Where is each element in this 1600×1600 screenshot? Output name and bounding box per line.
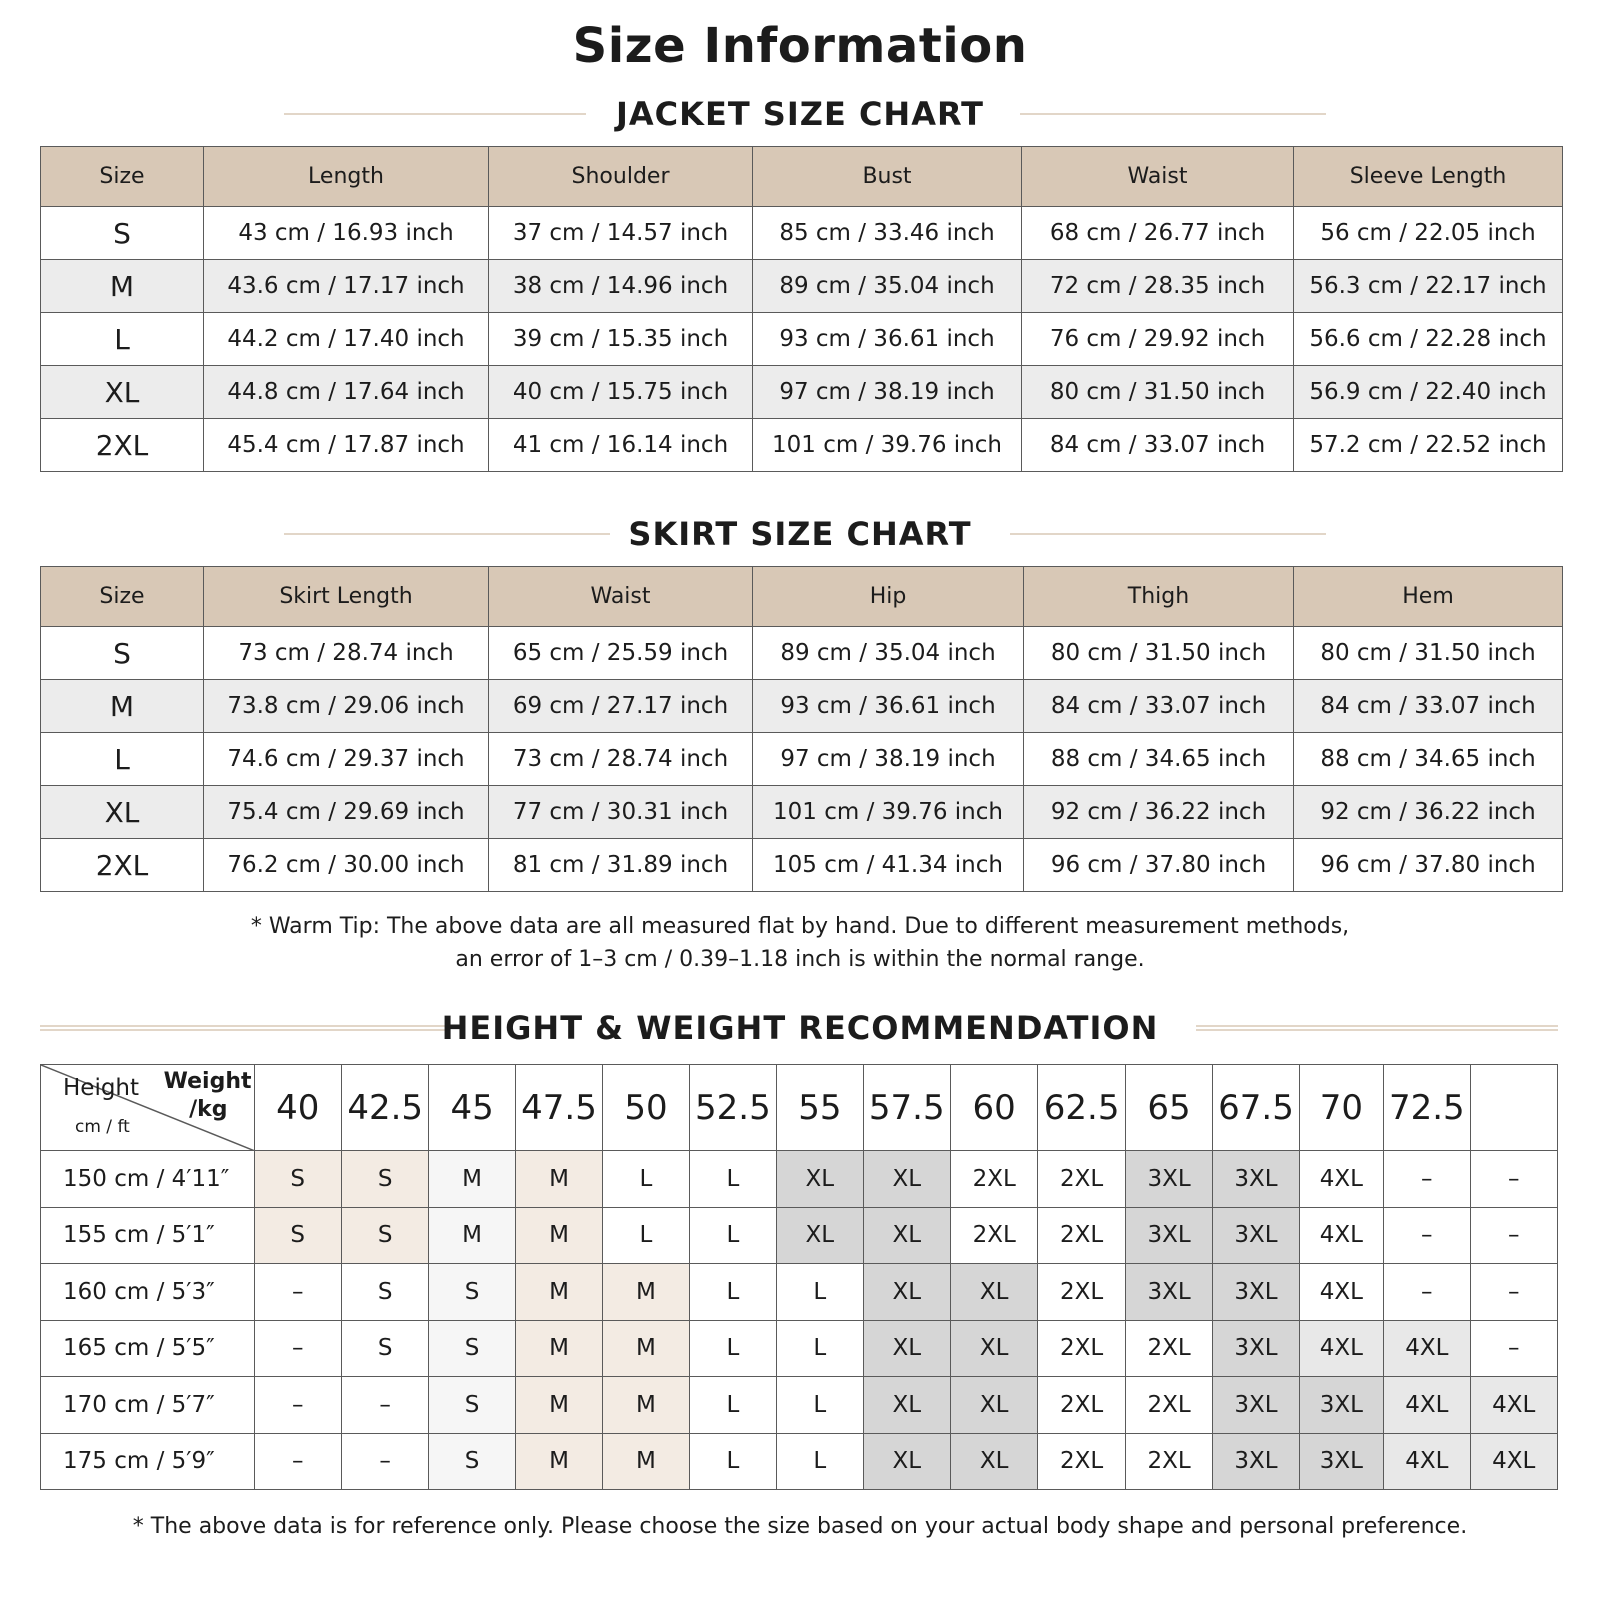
- skirt-heading: SKIRT SIZE CHART: [628, 515, 972, 553]
- size-cell: L: [777, 1264, 863, 1321]
- size-cell: M: [429, 1207, 515, 1264]
- size-cell: 3XL: [1213, 1377, 1299, 1434]
- table-row: [41, 1320, 1558, 1377]
- weight-header: 57.5: [863, 1065, 950, 1151]
- table-row: [41, 260, 1563, 313]
- size-cell: S: [429, 1377, 515, 1434]
- size-cell: M: [515, 1320, 602, 1377]
- size-cell: 4XL: [1299, 1151, 1383, 1208]
- size-cell: 2XL: [1038, 1151, 1125, 1208]
- height-cell: 155 cm / 5′1″: [41, 1207, 255, 1264]
- height-label: Height: [63, 1075, 140, 1101]
- size-cell: XL: [777, 1151, 863, 1208]
- table-row: [41, 313, 1563, 366]
- measurement-cell: 96 cm / 37.80 inch: [1294, 839, 1563, 892]
- table-row: [41, 1433, 1558, 1490]
- measurement-cell: 39 cm / 15.35 inch: [489, 313, 753, 366]
- measurement-cell: 38 cm / 14.96 inch: [489, 260, 753, 313]
- weight-header: 52.5: [689, 1065, 776, 1151]
- size-cell: 3XL: [1213, 1264, 1299, 1321]
- size-cell: M: [603, 1264, 689, 1321]
- size-cell: S: [429, 1433, 515, 1490]
- measurement-cell: 76.2 cm / 30.00 inch: [204, 839, 489, 892]
- measurement-cell: 37 cm / 14.57 inch: [489, 207, 753, 260]
- measurement-cell: 45.4 cm / 17.87 inch: [204, 419, 489, 472]
- weight-header: 45: [429, 1065, 515, 1151]
- measurement-cell: 74.6 cm / 29.37 inch: [204, 733, 489, 786]
- size-cell: –: [254, 1433, 341, 1490]
- measurement-cell: 84 cm / 33.07 inch: [1294, 680, 1563, 733]
- measurement-cell: 43.6 cm / 17.17 inch: [204, 260, 489, 313]
- table-row: [41, 680, 1563, 733]
- measurement-cell: 44.8 cm / 17.64 inch: [204, 366, 489, 419]
- size-cell: M: [515, 1264, 602, 1321]
- size-cell: S: [254, 1151, 341, 1208]
- size-cell: XL: [950, 1433, 1037, 1490]
- height-cell: 160 cm / 5′3″: [41, 1264, 255, 1321]
- size-cell: 2XL: [1038, 1264, 1125, 1321]
- measurement-cell: 73.8 cm / 29.06 inch: [204, 680, 489, 733]
- measurement-cell: 84 cm / 33.07 inch: [1022, 419, 1294, 472]
- skirt-size-table: [40, 566, 1563, 892]
- column-header: Waist: [489, 567, 753, 627]
- size-cell: L: [41, 313, 204, 366]
- size-cell: XL: [950, 1377, 1037, 1434]
- measurement-cell: 77 cm / 30.31 inch: [489, 786, 753, 839]
- size-cell: L: [41, 733, 204, 786]
- measurement-cell: 97 cm / 38.19 inch: [753, 733, 1024, 786]
- measurement-cell: 69 cm / 27.17 inch: [489, 680, 753, 733]
- weight-header: 50: [603, 1065, 689, 1151]
- size-cell: 3XL: [1125, 1151, 1212, 1208]
- height-weight-table: [40, 1064, 1558, 1490]
- measurement-cell: 44.2 cm / 17.40 inch: [204, 313, 489, 366]
- measurement-cell: 105 cm / 41.34 inch: [753, 839, 1024, 892]
- measurement-cell: 81 cm / 31.89 inch: [489, 839, 753, 892]
- size-cell: 3XL: [1213, 1320, 1299, 1377]
- size-cell: L: [689, 1433, 776, 1490]
- size-cell: –: [341, 1433, 428, 1490]
- size-cell: XL: [863, 1433, 950, 1490]
- measurement-cell: 92 cm / 36.22 inch: [1294, 786, 1563, 839]
- column-header: Thigh: [1024, 567, 1294, 627]
- weight-header: 47.5: [515, 1065, 602, 1151]
- height-unit: cm / ft: [75, 1117, 130, 1137]
- warm-tip: [0, 910, 1600, 976]
- measurement-cell: 43 cm / 16.93 inch: [204, 207, 489, 260]
- size-cell: 4XL: [1384, 1377, 1470, 1434]
- height-cell: 175 cm / 5′9″: [41, 1433, 255, 1490]
- size-cell: XL: [950, 1320, 1037, 1377]
- table-row: [41, 786, 1563, 839]
- measurement-cell: 93 cm / 36.61 inch: [753, 313, 1022, 366]
- size-cell: 2XL: [1125, 1377, 1212, 1434]
- size-cell: S: [341, 1151, 428, 1208]
- footnote: * The above data is for reference only. Please choose the size based on your actual body shape and personal preference.: [132, 1514, 1468, 1539]
- size-cell: M: [603, 1433, 689, 1490]
- size-cell: XL: [41, 366, 204, 419]
- size-cell: M: [515, 1151, 602, 1208]
- size-cell: L: [689, 1151, 776, 1208]
- size-cell: 3XL: [1213, 1151, 1299, 1208]
- size-cell: M: [41, 680, 204, 733]
- measurement-cell: 92 cm / 36.22 inch: [1024, 786, 1294, 839]
- measurement-cell: 57.2 cm / 22.52 inch: [1294, 419, 1563, 472]
- measurement-cell: 40 cm / 15.75 inch: [489, 366, 753, 419]
- height-cell: 150 cm / 4′11″: [41, 1151, 255, 1208]
- column-header: Hip: [753, 567, 1024, 627]
- size-cell: M: [515, 1207, 602, 1264]
- weight-header: 67.5: [1213, 1065, 1299, 1151]
- jacket-heading: JACKET SIZE CHART: [616, 95, 984, 133]
- measurement-cell: 56.9 cm / 22.40 inch: [1294, 366, 1563, 419]
- size-cell: XL: [863, 1377, 950, 1434]
- jacket-section-heading: [0, 94, 1600, 134]
- table-row: [41, 1151, 1558, 1208]
- measurement-cell: 101 cm / 39.76 inch: [753, 419, 1022, 472]
- size-cell: L: [603, 1207, 689, 1264]
- size-cell: XL: [863, 1207, 950, 1264]
- size-cell: XL: [863, 1151, 950, 1208]
- size-cell: 4XL: [1384, 1433, 1470, 1490]
- measurement-cell: 80 cm / 31.50 inch: [1022, 366, 1294, 419]
- measurement-cell: 56 cm / 22.05 inch: [1294, 207, 1563, 260]
- size-cell: 4XL: [1470, 1377, 1557, 1434]
- size-cell: –: [1470, 1264, 1557, 1321]
- measurement-cell: 96 cm / 37.80 inch: [1024, 839, 1294, 892]
- size-cell: 2XL: [1038, 1377, 1125, 1434]
- size-cell: 3XL: [1125, 1207, 1212, 1264]
- size-cell: 2XL: [950, 1207, 1037, 1264]
- column-header: Waist: [1022, 147, 1294, 207]
- weight-header: 42.5: [341, 1065, 428, 1151]
- height-cell: 165 cm / 5′5″: [41, 1320, 255, 1377]
- measurement-cell: 88 cm / 34.65 inch: [1024, 733, 1294, 786]
- measurement-cell: 73 cm / 28.74 inch: [489, 733, 753, 786]
- skirt-section-heading: [0, 514, 1600, 554]
- page-title: Size Information: [572, 18, 1028, 74]
- measurement-cell: 97 cm / 38.19 inch: [753, 366, 1022, 419]
- size-cell: L: [777, 1320, 863, 1377]
- measurement-cell: 75.4 cm / 29.69 inch: [204, 786, 489, 839]
- measurement-cell: 41 cm / 16.14 inch: [489, 419, 753, 472]
- measurement-cell: 85 cm / 33.46 inch: [753, 207, 1022, 260]
- size-cell: S: [429, 1320, 515, 1377]
- column-header: Size: [41, 567, 204, 627]
- table-row: [41, 207, 1563, 260]
- column-header: Shoulder: [489, 147, 753, 207]
- size-cell: L: [777, 1377, 863, 1434]
- size-cell: 4XL: [1299, 1264, 1383, 1321]
- weight-header: [1470, 1065, 1557, 1151]
- measurement-cell: 76 cm / 29.92 inch: [1022, 313, 1294, 366]
- size-cell: 2XL: [1038, 1433, 1125, 1490]
- size-cell: 2XL: [950, 1151, 1037, 1208]
- measurement-cell: 65 cm / 25.59 inch: [489, 627, 753, 680]
- height-cell: 170 cm / 5′7″: [41, 1377, 255, 1434]
- size-cell: –: [1470, 1320, 1557, 1377]
- size-cell: S: [41, 627, 204, 680]
- column-header: Hem: [1294, 567, 1563, 627]
- measurement-cell: 56.3 cm / 22.17 inch: [1294, 260, 1563, 313]
- measurement-cell: 68 cm / 26.77 inch: [1022, 207, 1294, 260]
- measurement-cell: 93 cm / 36.61 inch: [753, 680, 1024, 733]
- warm-tip-line-2: an error of 1–3 cm / 0.39–1.18 inch is within the normal range.: [455, 947, 1145, 972]
- size-cell: L: [689, 1320, 776, 1377]
- weight-header: 40: [254, 1065, 341, 1151]
- size-cell: 4XL: [1470, 1433, 1557, 1490]
- size-cell: 2XL: [1038, 1320, 1125, 1377]
- table-row: [41, 1377, 1558, 1434]
- measurement-cell: 72 cm / 28.35 inch: [1022, 260, 1294, 313]
- size-cell: –: [1470, 1151, 1557, 1208]
- recommendation-heading: HEIGHT & WEIGHT RECOMMENDATION: [441, 1009, 1159, 1047]
- measurement-cell: 73 cm / 28.74 inch: [204, 627, 489, 680]
- size-cell: –: [254, 1377, 341, 1434]
- weight-header: 65: [1125, 1065, 1212, 1151]
- size-cell: 4XL: [1299, 1320, 1383, 1377]
- size-cell: –: [1470, 1207, 1557, 1264]
- table-row: [41, 627, 1563, 680]
- size-cell: S: [41, 207, 204, 260]
- size-cell: XL: [950, 1264, 1037, 1321]
- size-cell: S: [429, 1264, 515, 1321]
- measurement-cell: 89 cm / 35.04 inch: [753, 627, 1024, 680]
- size-cell: M: [603, 1377, 689, 1434]
- warm-tip-line-1: * Warm Tip: The above data are all measured flat by hand. Due to different measurement methods,: [250, 914, 1350, 939]
- size-cell: L: [777, 1433, 863, 1490]
- column-header: Bust: [753, 147, 1022, 207]
- column-header: Size: [41, 147, 204, 207]
- size-cell: XL: [863, 1264, 950, 1321]
- size-cell: M: [603, 1320, 689, 1377]
- measurement-cell: 56.6 cm / 22.28 inch: [1294, 313, 1563, 366]
- size-cell: 4XL: [1299, 1207, 1383, 1264]
- size-cell: 3XL: [1299, 1433, 1383, 1490]
- size-cell: M: [41, 260, 204, 313]
- jacket-size-table: [40, 146, 1563, 472]
- column-header: Sleeve Length: [1294, 147, 1563, 207]
- size-cell: –: [1384, 1151, 1470, 1208]
- measurement-cell: 89 cm / 35.04 inch: [753, 260, 1022, 313]
- weight-header: 55: [777, 1065, 863, 1151]
- size-cell: XL: [41, 786, 204, 839]
- measurement-cell: 80 cm / 31.50 inch: [1294, 627, 1563, 680]
- size-cell: –: [254, 1320, 341, 1377]
- size-cell: 3XL: [1213, 1207, 1299, 1264]
- recommendation-section-heading: [0, 1008, 1600, 1048]
- size-cell: 2XL: [1038, 1207, 1125, 1264]
- table-row: [41, 839, 1563, 892]
- size-cell: 3XL: [1299, 1377, 1383, 1434]
- measurement-cell: 80 cm / 31.50 inch: [1024, 627, 1294, 680]
- size-cell: S: [341, 1207, 428, 1264]
- table-row: [41, 1264, 1558, 1321]
- size-cell: S: [341, 1264, 428, 1321]
- size-cell: L: [603, 1151, 689, 1208]
- weight-label: Weight: [163, 1069, 252, 1094]
- size-cell: XL: [777, 1207, 863, 1264]
- size-cell: M: [515, 1433, 602, 1490]
- weight-header: 60: [950, 1065, 1037, 1151]
- measurement-cell: 101 cm / 39.76 inch: [753, 786, 1024, 839]
- table-row: [41, 366, 1563, 419]
- weight-unit: /kg: [189, 1097, 228, 1122]
- size-cell: 2XL: [41, 839, 204, 892]
- measurement-cell: 84 cm / 33.07 inch: [1024, 680, 1294, 733]
- size-cell: 2XL: [41, 419, 204, 472]
- table-row: [41, 419, 1563, 472]
- size-cell: L: [689, 1207, 776, 1264]
- size-cell: 3XL: [1125, 1264, 1212, 1321]
- size-cell: 2XL: [1125, 1433, 1212, 1490]
- column-header: Skirt Length: [204, 567, 489, 627]
- weight-header: 72.5: [1384, 1065, 1470, 1151]
- table-row: [41, 733, 1563, 786]
- size-cell: M: [515, 1377, 602, 1434]
- size-cell: M: [429, 1151, 515, 1208]
- size-cell: –: [1384, 1207, 1470, 1264]
- size-cell: 2XL: [1125, 1320, 1212, 1377]
- size-cell: –: [1384, 1264, 1470, 1321]
- weight-header: 62.5: [1038, 1065, 1125, 1151]
- size-cell: –: [341, 1377, 428, 1434]
- size-cell: S: [254, 1207, 341, 1264]
- table-corner-header: [41, 1065, 255, 1151]
- size-cell: 3XL: [1213, 1433, 1299, 1490]
- weight-header: 70: [1299, 1065, 1383, 1151]
- measurement-cell: 88 cm / 34.65 inch: [1294, 733, 1563, 786]
- size-cell: S: [341, 1320, 428, 1377]
- size-cell: 4XL: [1384, 1320, 1470, 1377]
- size-cell: L: [689, 1264, 776, 1321]
- size-cell: XL: [863, 1320, 950, 1377]
- table-row: [41, 1207, 1558, 1264]
- size-cell: –: [254, 1264, 341, 1321]
- size-cell: L: [689, 1377, 776, 1434]
- column-header: Length: [204, 147, 489, 207]
